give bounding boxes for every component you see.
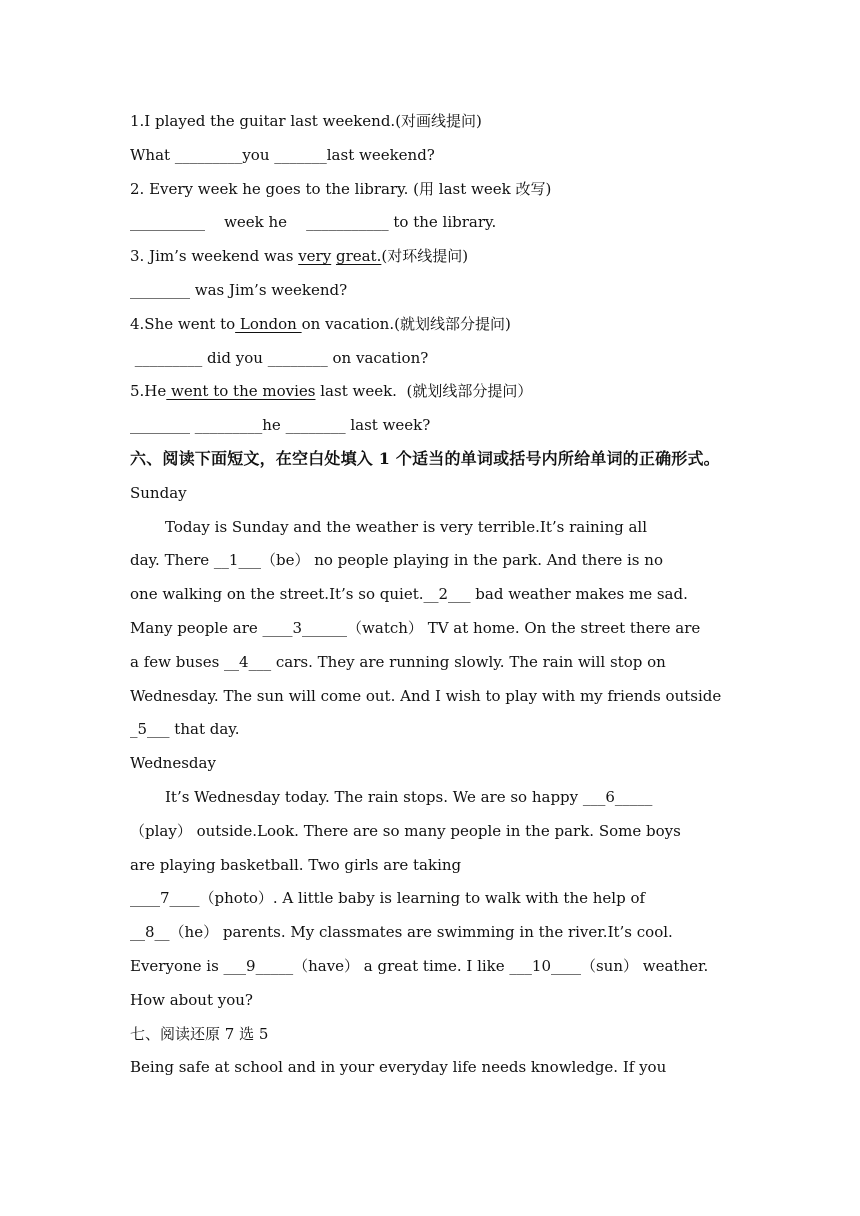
worksheet-page [130, 108, 730, 1088]
question-2-answer-line: __________ week he ___________ to the library. [130, 213, 497, 232]
underlined-phrase: London [235, 314, 302, 333]
question-4-prompt: 4.She went to London on vacation.(就划线部分提问) [130, 314, 511, 333]
underlined-word: great. [335, 247, 382, 266]
paragraph-line: ____7____（photo）. A little baby is learning to walk with the help of [130, 889, 646, 908]
section-7-heading: 七、阅读还原 7 选 5 [130, 1024, 269, 1043]
paragraph-line: a few buses __4___ cars. They are running slowly. The rain will stop on [130, 652, 666, 671]
paragraph-line: （play） outside.Look. There are so many people in the park. Some boys [130, 821, 681, 840]
paragraph-line: Today is Sunday and the weather is very terrible.It’s raining all [165, 517, 648, 536]
question-2-prompt: 2. Every week he goes to the library. (用 last week 改写) [130, 179, 552, 198]
paragraph-line: are playing basketball. Two girls are taking [130, 855, 462, 874]
wednesday-paragraph [130, 784, 730, 1021]
question-3-answer-line: ________ was Jim’s weekend? [130, 280, 348, 299]
paragraph-line: _5___ that day. [130, 720, 240, 739]
question-1-prompt: 1.I played the guitar last weekend.(对画线提问) [130, 112, 482, 130]
paragraph-line: It’s Wednesday today. The rain stops. We are so happy ___6_____ [165, 787, 653, 806]
section-7-first-line: Being safe at school and in your everyday life needs knowledge. If you [130, 1058, 667, 1077]
sunday-title: Sunday [130, 483, 187, 502]
section-6-heading: 六、阅读下面短文，在空白处填入 1 个适当的单词或括号内所给单词的正确形式。 [130, 448, 720, 468]
question-5-prompt: 5.He went to the movies last week. (就划线部分提问） [130, 382, 533, 401]
wednesday-title: Wednesday [130, 754, 216, 773]
question-1-answer-line: What _________you _______last weekend? [130, 145, 435, 164]
question-4-answer-line: _________ did you ________ on vacation? [130, 348, 429, 367]
question-3-prompt: 3. Jim’s weekend was very great.(对环线提问) [130, 247, 469, 266]
paragraph-line: day. There __1___（be） no people playing in the park. And there is no [130, 551, 663, 570]
paragraph-line: one walking on the street.It’s so quiet.__2___ bad weather makes me sad. [130, 585, 688, 604]
sunday-paragraph [130, 514, 730, 751]
paragraph-line: Many people are ____3______（watch） TV at home. On the street there are [130, 618, 701, 637]
question-5-answer-line: ________ _________he ________ last week? [130, 416, 431, 435]
underlined-word: very [298, 247, 332, 266]
paragraph-line: How about you? [130, 990, 253, 1009]
paragraph-line: Wednesday. The sun will come out. And I wish to play with my friends outside [130, 686, 722, 705]
paragraph-line: Everyone is ___9_____（have） a great time. I like ___10____（sun） weather. [130, 956, 709, 975]
underlined-phrase: went to the movies [166, 382, 316, 401]
paragraph-line: __8__（he） parents. My classmates are swimming in the river.It’s cool. [130, 923, 673, 942]
